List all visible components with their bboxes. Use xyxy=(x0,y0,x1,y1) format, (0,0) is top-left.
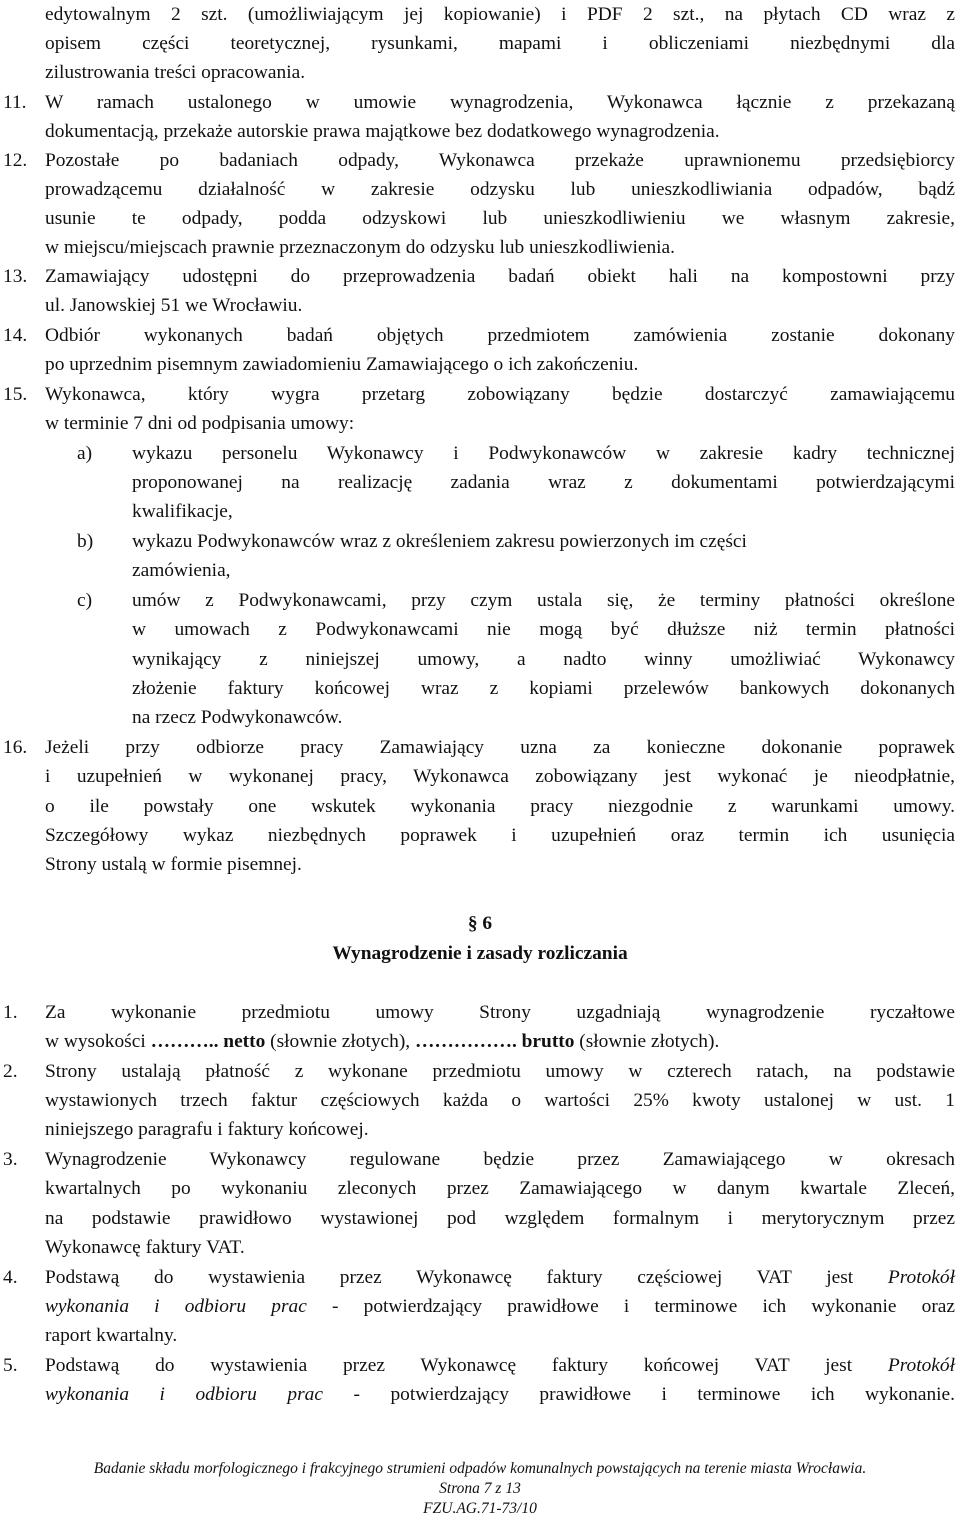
subitem-letter: c) xyxy=(77,590,93,611)
paragraph-line: Jeżeli przy odbiorze pracy Zamawiający uzna za konieczne dokonanie poprawek xyxy=(45,737,955,758)
paragraph-line xyxy=(45,1027,719,1056)
protocol-term: Protokół xyxy=(887,1355,955,1376)
text-span: - potwierdzający prawidłowe i terminowe ich wykonanie oraz xyxy=(306,1296,955,1317)
item-number: 4. xyxy=(3,1267,18,1288)
paragraph-line: umów z Podwykonawcami, przy czym ustala się, że terminy płatności określone xyxy=(132,590,955,611)
item-number: 14. xyxy=(3,325,28,346)
paragraph-line xyxy=(45,1380,955,1409)
paragraph-line: wykazu personelu Wykonawcy i Podwykonawców w zakresie kadry technicznej xyxy=(132,443,955,464)
paragraph-line: edytowalnym 2 szt. (umożliwiającym jej kopiowanie) i PDF 2 szt., na płytach CD wraz z xyxy=(45,4,955,25)
paragraph-line: zilustrowania treści opracowania. xyxy=(45,62,306,83)
paragraph-line: zamówienia, xyxy=(132,560,231,581)
text-span: Podstawą do wystawienia przez Wykonawcę faktury końcowej VAT jest xyxy=(45,1355,888,1376)
protocol-term: Protokół xyxy=(887,1267,955,1288)
item-number: 13. xyxy=(3,266,28,287)
paragraph-line: kwartalnych po wykonaniu zleconych przez Zamawiającego w danym kwartale Zleceń, xyxy=(45,1178,955,1199)
footer-page-number: Strona 7 z 13 xyxy=(439,1480,521,1497)
footer-title: Badanie składu morfologicznego i frakcyjnego strumieni odpadów komunalnych powstających na terenie miasta Wrocławia. xyxy=(93,1460,867,1477)
text-span: w wysokości xyxy=(45,1031,151,1052)
item-number: 2. xyxy=(3,1061,18,1082)
paragraph-line: niniejszego paragrafu i faktury końcowej. xyxy=(45,1119,369,1140)
paragraph-line: Strony ustalają płatność z wykonane przedmiotu umowy w czterech ratach, na podstawie xyxy=(45,1061,955,1082)
item-number: 1. xyxy=(3,1002,18,1023)
subitem-letter: b) xyxy=(77,531,94,552)
paragraph-line: i uzupełnień w wykonanej pracy, Wykonawca zobowiązany jest wykonać je nieodpłatnie, xyxy=(45,766,955,787)
paragraph-line: wykazu Podwykonawców wraz z określeniem zakresu powierzonych im części xyxy=(132,531,747,552)
paragraph-line: kwalifikacje, xyxy=(132,501,233,522)
text-span: (słownie złotych), xyxy=(265,1031,415,1052)
footer-reference: FZU.AG.71-73/10 xyxy=(423,1500,537,1517)
paragraph-line: w miejscu/miejscach prawnie przeznaczonym do odzysku lub unieszkodliwienia. xyxy=(45,237,675,258)
gross-amount-placeholder: ……………. brutto xyxy=(415,1031,575,1052)
paragraph-line: po uprzednim pisemnym zawiadomieniu Zamawiającego o ich zakończeniu. xyxy=(45,354,639,375)
paragraph-line: Za wykonanie przedmiotu umowy Strony uzgadniają wynagrodzenie ryczałtowe xyxy=(45,1002,955,1023)
paragraph-line: raport kwartalny. xyxy=(45,1325,178,1346)
paragraph-line xyxy=(45,1351,955,1380)
paragraph-line: opisem części teoretycznej, rysunkami, mapami i obliczeniami niezbędnymi dla xyxy=(45,33,955,54)
paragraph-line xyxy=(45,1292,955,1321)
paragraph-line: Szczegółowy wykaz niezbędnych poprawek i uzupełnień oraz termin ich usunięcia xyxy=(45,825,955,846)
paragraph-line: w terminie 7 dni od podpisania umowy: xyxy=(45,413,355,434)
net-amount-placeholder: ……….. netto xyxy=(150,1031,266,1052)
subitem-letter: a) xyxy=(77,443,93,464)
paragraph-line: Wykonawca, który wygra przetarg zobowiązany będzie dostarczyć zamawiającemu xyxy=(45,384,955,405)
paragraph-line: prowadzącemu działalność w zakresie odzysku lub unieszkodliwiania odpadów, bądź xyxy=(45,179,955,200)
protocol-term: wykonania i odbioru prac xyxy=(45,1296,307,1317)
paragraph-line: usunie te odpady, podda odzyskowi lub unieszkodliwieniu we własnym zakresie, xyxy=(45,208,955,229)
text-span: (słownie złotych). xyxy=(574,1031,720,1052)
item-number: 16. xyxy=(3,737,28,758)
item-number: 11. xyxy=(3,92,27,113)
paragraph-line: złożenie faktury końcowej wraz z kopiami przelewów bankowych dokonanych xyxy=(132,678,955,699)
paragraph-line: w umowach z Podwykonawcami nie mogą być dłuższe niż termin płatności xyxy=(132,619,955,640)
paragraph-line: Odbiór wykonanych badań objętych przedmiotem zamówienia zostanie dokonany xyxy=(45,325,955,346)
item-number: 3. xyxy=(3,1149,18,1170)
paragraph-line: W ramach ustalonego w umowie wynagrodzenia, Wykonawca łącznie z przekazaną xyxy=(45,92,955,113)
paragraph-line: Zamawiający udostępni do przeprowadzenia badań obiekt hali na kompostowni przy xyxy=(45,266,955,287)
paragraph-line: wystawionych trzech faktur częściowych każda o wartości 25% kwoty ustalonej w ust. 1 xyxy=(45,1090,955,1111)
paragraph-line xyxy=(45,1263,955,1292)
item-number: 15. xyxy=(3,384,28,405)
item-number: 5. xyxy=(3,1355,18,1376)
paragraph-line: o ile powstały one wskutek wykonania pracy niezgodnie z warunkami umowy. xyxy=(45,796,955,817)
paragraph-line: proponowanej na realizację zadania wraz z dokumentami potwierdzającymi xyxy=(132,472,955,493)
paragraph-line: wynikający z niniejszej umowy, a nadto winny umożliwiać Wykonawcy xyxy=(132,649,955,670)
section-number: § 6 xyxy=(467,913,493,934)
paragraph-line: ul. Janowskiej 51 we Wrocławiu. xyxy=(45,295,303,316)
protocol-term: wykonania i odbioru prac xyxy=(45,1384,323,1405)
text-span: - potwierdzający prawidłowe i terminowe ich wykonanie. xyxy=(322,1384,955,1405)
paragraph-line: Strony ustalą w formie pisemnej. xyxy=(45,854,302,875)
item-number: 12. xyxy=(3,150,28,171)
paragraph-line: na podstawie prawidłowo wystawionej pod względem formalnym i merytorycznym przez xyxy=(45,1208,955,1229)
paragraph-line: Wynagrodzenie Wykonawcy regulowane będzie przez Zamawiającego w okresach xyxy=(45,1149,955,1170)
text-span: Podstawą do wystawienia przez Wykonawcę faktury częściowej VAT jest xyxy=(45,1267,888,1288)
paragraph-line: na rzecz Podwykonawców. xyxy=(132,707,343,728)
paragraph-line: dokumentacją, przekaże autorskie prawa majątkowe bez dodatkowego wynagrodzenia. xyxy=(45,121,720,142)
paragraph-line: Pozostałe po badaniach odpady, Wykonawca przekaże uprawnionemu przedsiębiorcy xyxy=(45,150,955,171)
section-title: Wynagrodzenie i zasady rozliczania xyxy=(332,943,628,964)
paragraph-line: Wykonawcę faktury VAT. xyxy=(45,1237,245,1258)
